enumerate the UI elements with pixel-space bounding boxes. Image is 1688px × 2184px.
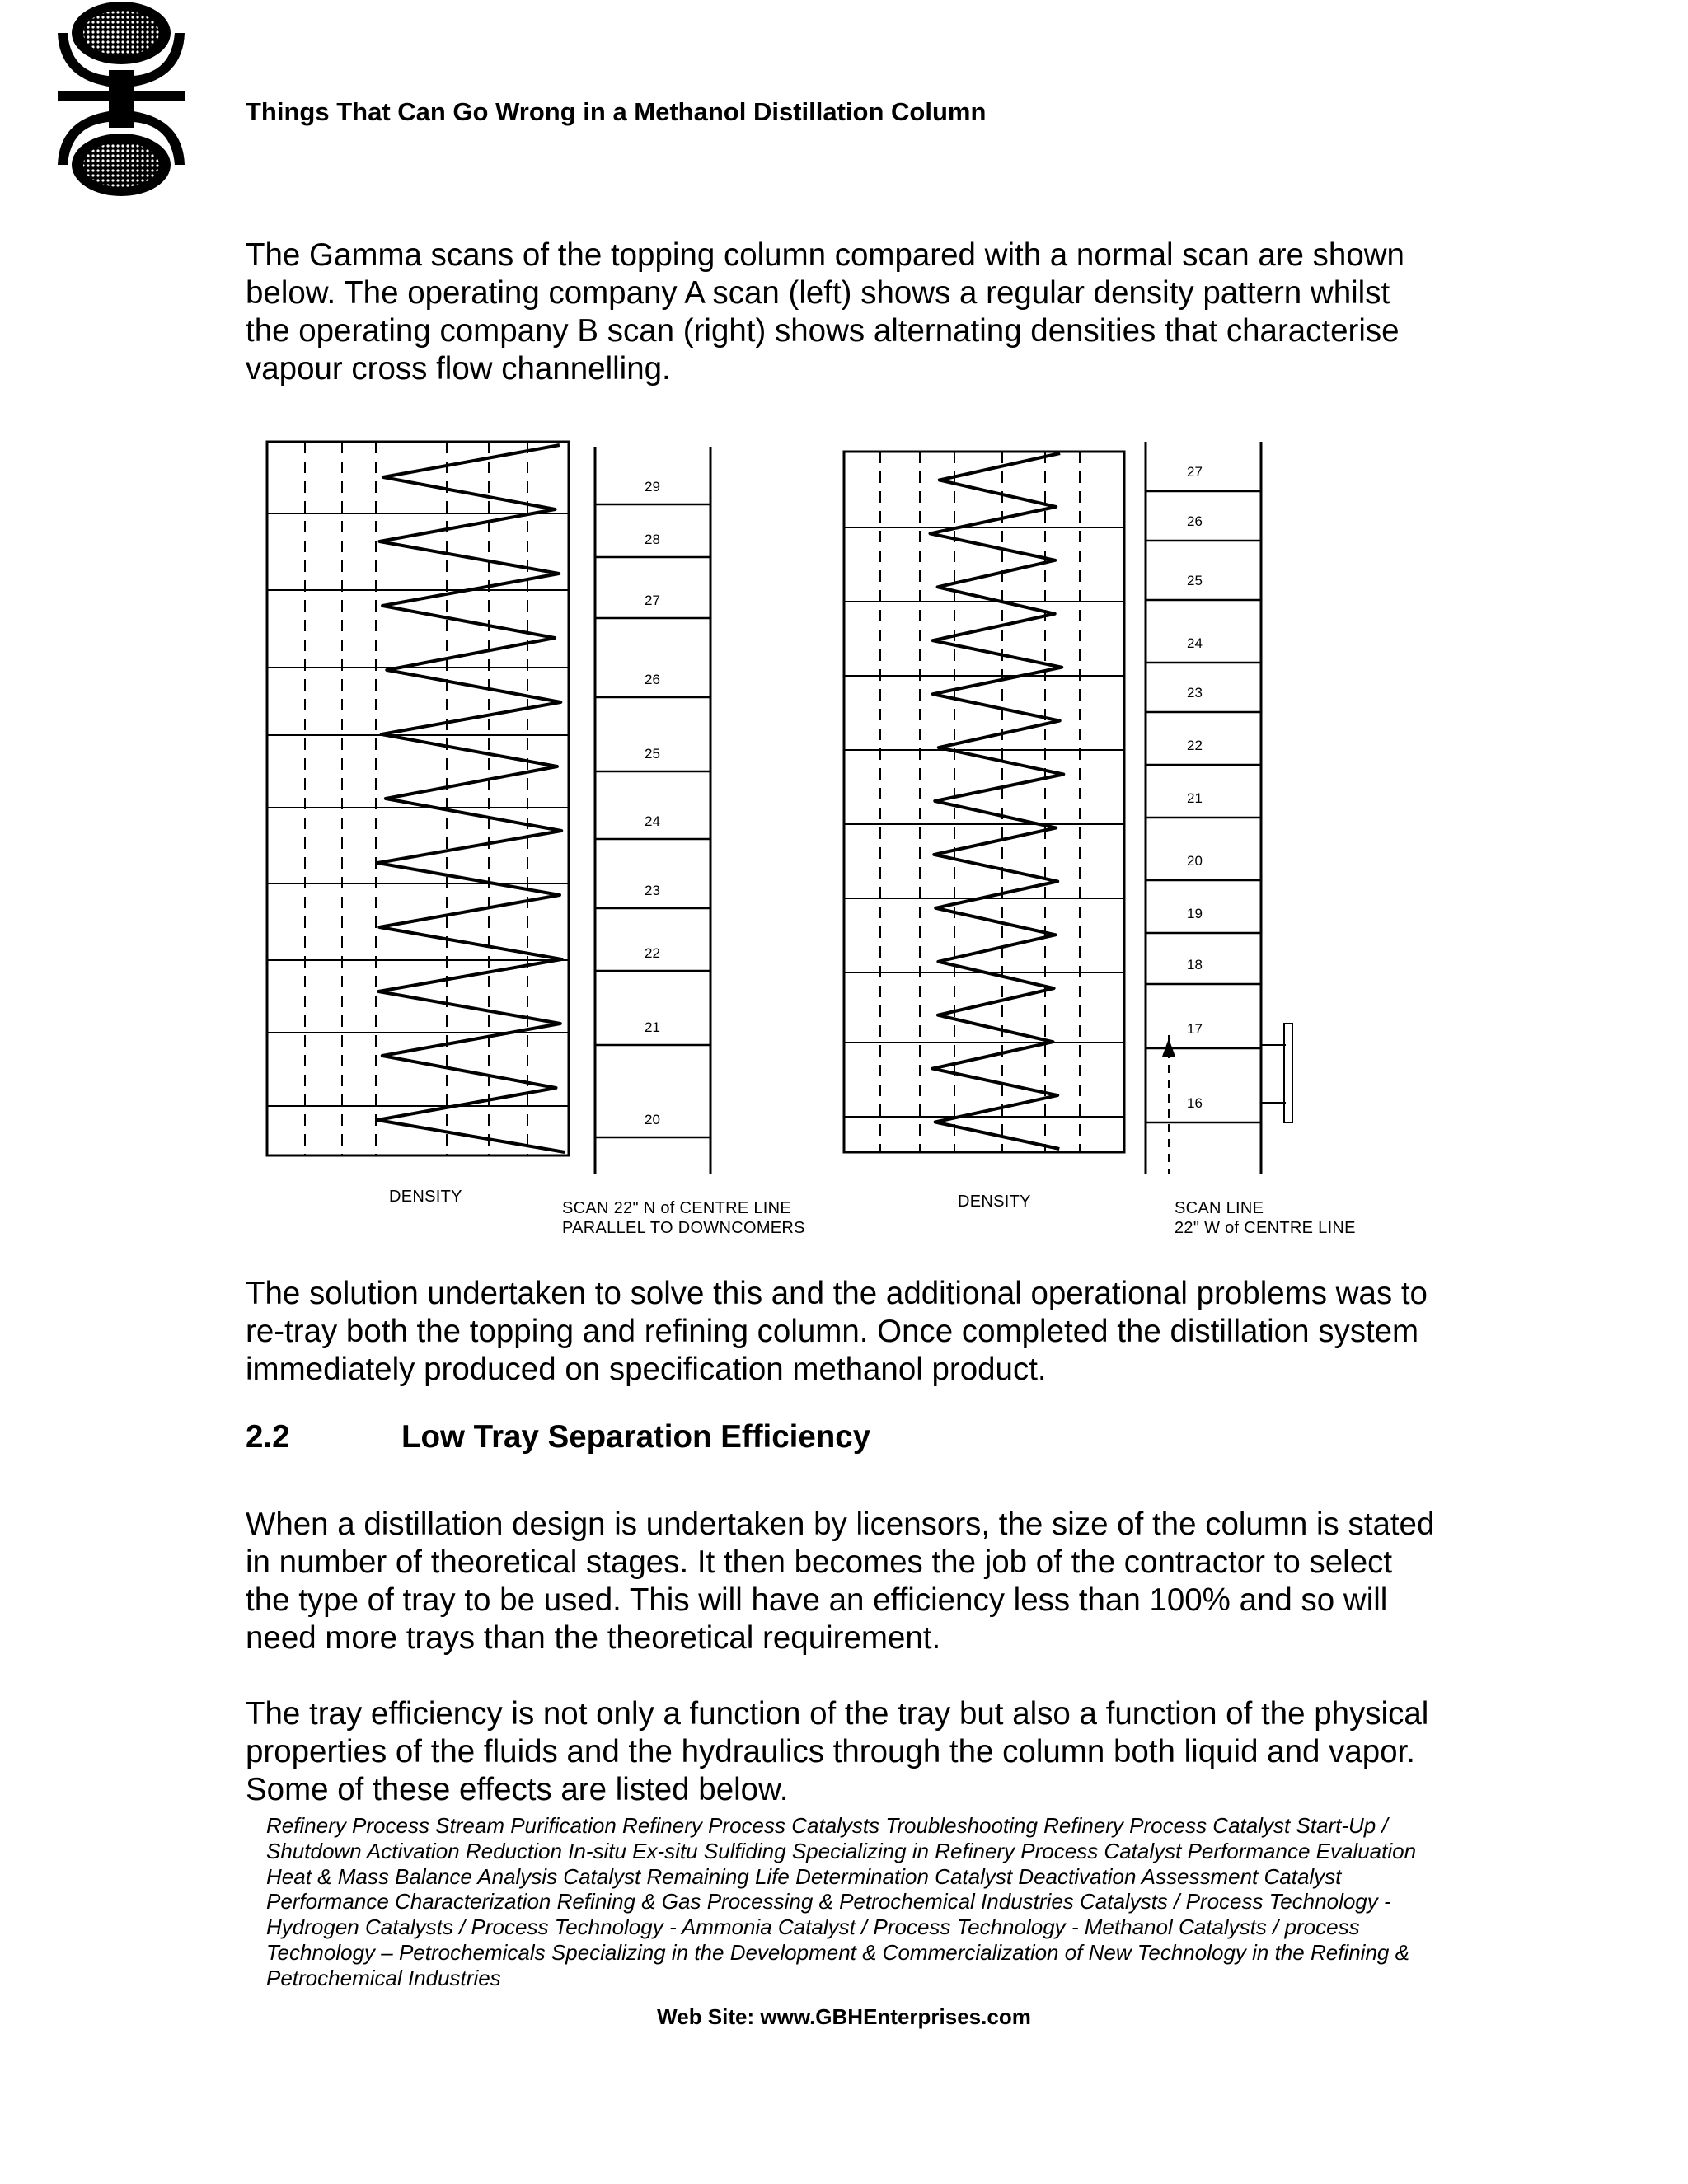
solution-paragraph: The solution undertaken to solve this and the additional operational problems was to re-tray both the topping and refining column. Once completed the distillation system immediately produced on specification methanol product. xyxy=(246,1276,1428,1387)
right-density-label: DENSITY xyxy=(958,1193,1031,1211)
left-tray-label-25: 25 xyxy=(645,746,660,762)
left-tray-label-23: 23 xyxy=(645,883,660,898)
left-tray-label-29: 29 xyxy=(645,479,660,494)
right-tray-label-19: 19 xyxy=(1187,906,1203,921)
right-tray-label-18: 18 xyxy=(1187,957,1203,972)
left-tray-label-20: 20 xyxy=(645,1112,660,1127)
left-tray-label-28: 28 xyxy=(645,532,660,547)
left-tray-label-24: 24 xyxy=(645,813,660,829)
company-logo xyxy=(51,0,191,198)
left-density-label: DENSITY xyxy=(389,1188,462,1206)
right-density-trace xyxy=(931,453,1064,1149)
left-scan-plot xyxy=(267,442,710,1174)
section-number: 2.2 xyxy=(246,1419,290,1455)
right-tray-label-20: 20 xyxy=(1187,853,1203,869)
right-tray-label-22: 22 xyxy=(1187,738,1203,753)
page-header-title: Things That Can Go Wrong in a Methanol Distillation Column xyxy=(246,97,987,126)
design-paragraph: When a distillation design is undertaken by licensors, the size of the column is stated in number of theoretical stages. It then becomes the job of the contractor to select the type of tray to be used. This will have an efficiency less than 100% and so will need more trays than the theoretical requirement. xyxy=(246,1507,1435,1656)
right-scan-note-line2: 22" W of CENTRE LINE xyxy=(1175,1219,1356,1237)
left-tray-label-21: 21 xyxy=(645,1019,660,1035)
nozzle-flange xyxy=(1284,1024,1292,1122)
gamma-scan-figure xyxy=(256,429,1385,1244)
right-tray-label-16: 16 xyxy=(1187,1095,1203,1111)
right-scan-frame xyxy=(844,452,1124,1152)
efficiency-paragraph: The tray efficiency is not only a function of the tray but also a function of the physical properties of the fluids and the hydraulics through the column both liquid and vapor. Some of these effects are listed below. xyxy=(246,1696,1429,1807)
right-tray-label-26: 26 xyxy=(1187,513,1203,529)
right-scan-plot xyxy=(844,442,1292,1174)
left-tray-label-26: 26 xyxy=(645,672,660,687)
right-tray-label-21: 21 xyxy=(1187,790,1203,806)
left-tray-label-22: 22 xyxy=(645,945,660,961)
right-tray-label-17: 17 xyxy=(1187,1021,1203,1037)
right-tray-label-27: 27 xyxy=(1187,464,1203,480)
footer-services-text: Refinery Process Stream Purification Refinery Process Catalysts Troubleshooting Refinery Process Catalyst Start-Up / Shutdown Activation Reduction In-situ Ex-situ Sulfiding Specializing in Refinery Process Catalyst Performance Evaluation Heat & Mass Balance Analysis Catalyst Remaining Life Determination Catalyst Deactivation Assessment Catalyst Performance Characterization Refining & Gas Processing & Petrochemical Industries Catalysts / Process Technology - Hydrogen Catalysts / Process Technology - Ammonia Catalyst / Process Technology - Methanol Catalysts / process Technology – Petrochemicals Specializing in the Development & Commercialization of New Technology in the Refining & Petrochemical Industries xyxy=(266,1813,1417,1990)
right-tray-label-23: 23 xyxy=(1187,685,1203,701)
right-scan-note-line1: SCAN LINE xyxy=(1175,1199,1264,1217)
section-title: Low Tray Separation Efficiency xyxy=(401,1419,871,1455)
intro-paragraph: The Gamma scans of the topping column compared with a normal scan are shown below. The operating company A scan (left) shows a regular density pattern whilst the operating company B scan (right) shows alternating densities that characterise vapour cross flow channelling. xyxy=(246,237,1404,387)
gamma-scan-drawing xyxy=(256,429,1385,1244)
left-scan-note-line1: SCAN 22" N of CENTRE LINE xyxy=(562,1199,792,1217)
footer-website: Web Site: www.GBHEnterprises.com xyxy=(657,2004,1031,2029)
right-tray-label-24: 24 xyxy=(1187,635,1203,651)
left-scan-note-line2: PARALLEL TO DOWNCOMERS xyxy=(562,1219,805,1237)
right-tray-label-25: 25 xyxy=(1187,573,1203,588)
left-tray-label-27: 27 xyxy=(645,593,660,608)
left-density-trace xyxy=(377,445,565,1152)
